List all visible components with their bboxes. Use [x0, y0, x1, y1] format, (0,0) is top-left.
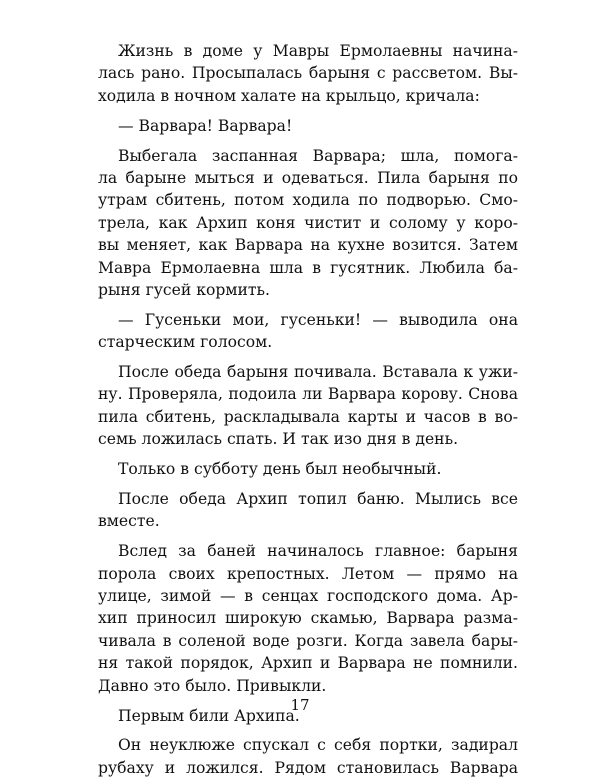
- text-line: — Гусеньки мои, гусеньки! — выводила она: [118, 310, 518, 329]
- text-line: После обеда Архип топил баню. Мылись все: [118, 490, 518, 509]
- text-line: — Варвара! Варвара!: [118, 116, 293, 135]
- text-line: чивала в соленой воде розги. Когда завела бары-: [98, 631, 518, 650]
- text-line: трела, как Архип коня чистит и солому у коро-: [98, 213, 518, 232]
- text-line: лась рано. Просыпалась барыня с рассветом. Вы-: [98, 64, 518, 83]
- paragraph: [98, 488, 518, 533]
- paragraph-gap: [98, 533, 518, 541]
- text-line: пила сбитень, раскладывала карты и часов в во-: [98, 407, 518, 426]
- paragraph: [98, 734, 518, 779]
- text-line: Давно это было. Привыкли.: [98, 676, 327, 695]
- text-line: Выбегала заспанная Варвара; шла, помога-: [118, 146, 518, 165]
- text-line: Он неуклюже спускал с себя портки, задирал: [118, 736, 518, 755]
- paragraph: [98, 458, 518, 480]
- text-line: ла барыне мыться и одеваться. Пила барыня по: [98, 168, 518, 187]
- paragraph: [98, 309, 518, 354]
- text-line: Первым били Архипа.: [118, 706, 300, 725]
- text-line: рыня гусей кормить.: [98, 280, 270, 299]
- text-line: порола своих крепостных. Летом — прямо на: [98, 564, 518, 583]
- page-number: 17: [290, 696, 310, 714]
- paragraph-gap: [98, 354, 518, 362]
- paragraph-gap: [98, 137, 518, 145]
- paragraph-gap: [98, 107, 518, 115]
- paragraph: [98, 115, 518, 137]
- text-line: утрам сбитень, потом ходила по подворью. Смо-: [98, 191, 518, 210]
- paragraph-gap: [98, 481, 518, 489]
- text-line: После обеда барыня почивала. Вставала к ужи-: [118, 363, 518, 382]
- text-line: семь ложилась спать. И так изо дня в день.: [98, 430, 459, 449]
- text-line: хип приносил широкую скамью, Варвара разма-: [98, 609, 518, 628]
- paragraph: [98, 40, 518, 107]
- paragraph: [98, 540, 518, 697]
- paragraph-gap: [98, 727, 518, 735]
- paragraph: [98, 145, 518, 302]
- text-line: ходила в ночном халате на крыльцо, кричала:: [98, 86, 480, 105]
- text-line: вы меняет, как Варвара на кухне возится. Затем: [98, 236, 518, 255]
- text-line: Жизнь в доме у Мавры Ермолаевны начина-: [118, 42, 518, 60]
- text-line: Только в субботу день был необычный.: [118, 460, 442, 479]
- page-text: [98, 40, 518, 779]
- text-line: рубаху и ложился. Рядом становилась Варвара: [98, 758, 518, 777]
- text-line: Вслед за баней начиналось главное: барыня: [118, 542, 518, 561]
- paragraph: [98, 361, 518, 451]
- paragraph-gap: [98, 301, 518, 309]
- text-line: вместе.: [98, 512, 160, 531]
- text-line: ну. Проверяла, подоила ли Варвара корову. Снова: [98, 385, 518, 404]
- text-line: улице, зимой — в сенцах господского дома. Ар-: [98, 587, 518, 606]
- paragraph-gap: [98, 451, 518, 459]
- text-line: ня такой порядок, Архип и Варвара не помнили.: [98, 654, 518, 673]
- text-line: старческим голосом.: [98, 333, 273, 352]
- text-line: Мавра Ермолаевна шла в гусятник. Любила ба-: [98, 258, 518, 277]
